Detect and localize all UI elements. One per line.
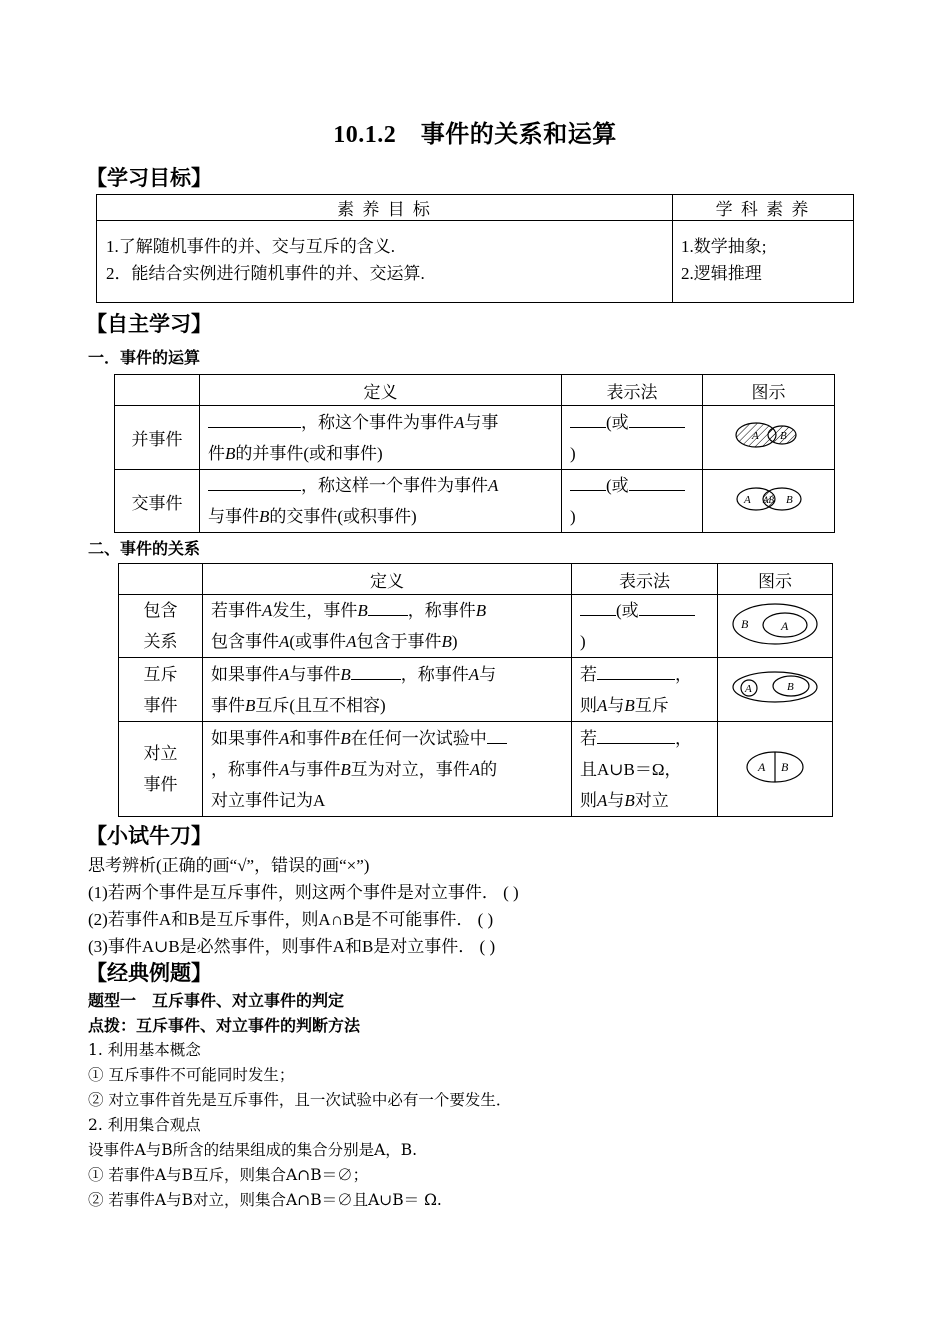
table-row	[115, 406, 835, 470]
set-a-label: A	[743, 493, 751, 506]
objectives-heading: 【学习目标】	[86, 166, 212, 190]
objectives-goals-cell	[97, 221, 673, 303]
blank	[208, 473, 301, 491]
inclusion-definition: 若事件A发生，事件B ，称事件B 包含事件A(或事件A包含于事件B)	[203, 595, 572, 658]
method-line: 2. 利用集合观点	[88, 1116, 201, 1134]
table-row	[119, 658, 833, 722]
trial-item: (2)若事件A和B是互斥事件，则A∩B是不可能事件． ( )	[88, 910, 494, 929]
union-name: 并事件	[115, 406, 200, 470]
set-ab-label: AB	[762, 494, 774, 505]
table-row	[119, 595, 833, 658]
example-type-1: 题型一 互斥事件、对立事件的判定	[88, 991, 345, 1010]
blank	[351, 662, 401, 680]
set-a-label: A	[781, 618, 789, 633]
trial-item: (1)若两个事件是互斥事件，则这两个事件是对立事件． ( )	[88, 883, 519, 902]
ops-col-notation: 表示法	[562, 375, 703, 406]
mutex-definition: 如果事件A与事件B ，称事件A与 事件B互斥(且互不相容)	[203, 658, 572, 722]
literacy-item: 1.数学抽象;	[681, 237, 767, 256]
complement-name: 对立 事件	[119, 722, 203, 817]
rel-col-def: 定义	[203, 564, 572, 595]
ops-col-name	[115, 375, 200, 406]
trial-intro: 思考辨析(正确的画“√”，错误的画“×”)	[88, 856, 370, 875]
blank	[570, 473, 606, 491]
intersection-figure	[703, 470, 835, 533]
objectives-table	[96, 194, 854, 303]
table-row	[119, 722, 833, 817]
objectives-literacy-cell	[673, 221, 854, 303]
union-venn-diagram	[734, 418, 804, 452]
intersection-venn-diagram	[734, 484, 804, 514]
blank	[208, 410, 301, 428]
goal-item: 1.了解随机事件的并、交与互斥的含义.	[106, 237, 395, 256]
blank	[570, 410, 606, 428]
set-b-label: B	[785, 493, 793, 506]
method-line: 设事件A与B所含的结果组成的集合分别是A，B.	[88, 1141, 418, 1159]
blank	[597, 662, 675, 680]
method-line: ② 若事件A与B对立，则集合A∩B＝∅且A∪B＝ Ω.	[88, 1191, 442, 1209]
method-line: ① 互斥事件不可能同时发生；	[88, 1066, 295, 1084]
blank	[487, 726, 507, 744]
set-a-label: A	[751, 430, 759, 442]
set-b-label: B	[779, 430, 787, 442]
mutex-notation: 若 ， 则A与B互斥	[572, 658, 718, 722]
blank	[629, 410, 685, 428]
union-definition: ，称这个事件为事件A与事 件B的并事件(或和事件)	[200, 406, 562, 470]
table-row	[115, 470, 835, 533]
rel-heading: 二、事件的关系	[88, 539, 201, 558]
intersection-name: 交事件	[115, 470, 200, 533]
blank	[597, 726, 675, 744]
relations-table	[118, 563, 833, 817]
page-title: 10.1.2 事件的关系和运算	[333, 122, 617, 148]
literacy-item: 2.逻辑推理	[681, 264, 762, 283]
self-study-heading: 【自主学习】	[86, 312, 212, 336]
set-b-label: B	[787, 681, 794, 693]
set-a-label: A	[758, 759, 766, 774]
inclusion-notation: (或 )	[572, 595, 718, 658]
inclusion-figure	[718, 595, 833, 658]
trial-heading: 【小试牛刀】	[86, 824, 212, 848]
ops-heading: 一．事件的运算	[88, 348, 201, 367]
ops-table	[114, 374, 835, 533]
intersection-definition: ，称这样一个事件为事件A 与事件B的交事件(或积事件)	[200, 470, 562, 533]
method-line: ② 对立事件首先是互斥事件，且一次试验中必有一个要发生．	[88, 1091, 512, 1109]
method-line: ① 若事件A与B互斥，则集合A∩B＝∅；	[88, 1166, 369, 1184]
union-figure	[703, 406, 835, 470]
blank	[368, 598, 408, 616]
inclusion-venn-diagram	[729, 600, 821, 648]
mutex-name: 互斥 事件	[119, 658, 203, 722]
complement-figure	[718, 722, 833, 817]
examples-heading: 【经典例题】	[86, 961, 212, 985]
blank	[629, 473, 685, 491]
objectives-col-goal: 素 养 目 标	[97, 195, 673, 221]
mutex-figure	[718, 658, 833, 722]
ops-col-def: 定义	[200, 375, 562, 406]
complement-definition: 如果事件A和事件B在任何一次试验中 ，称事件A与事件B互为对立，事件A的 对立事件记为A	[203, 722, 572, 817]
method-tip: 点拨：互斥事件、对立事件的判断方法	[88, 1016, 361, 1035]
complement-notation: 若 ， 且A∪B＝Ω， 则A与B对立	[572, 722, 718, 817]
blank	[639, 598, 695, 616]
objectives-col-literacy: 学 科 素 养	[673, 195, 854, 221]
rel-col-name	[119, 564, 203, 595]
method-line: 1. 利用基本概念	[88, 1041, 201, 1059]
goal-item: 2．能结合实例进行随机事件的并、交运算.	[106, 264, 425, 283]
trial-item: (3)事件A∪B是必然事件，则事件A和B是对立事件． ( )	[88, 937, 496, 956]
set-b-label: B	[741, 616, 749, 631]
ops-col-figure: 图示	[703, 375, 835, 406]
rel-col-figure: 图示	[718, 564, 833, 595]
set-b-label: B	[781, 759, 789, 774]
union-notation: (或 )	[562, 406, 703, 470]
inclusion-name: 包含 关系	[119, 595, 203, 658]
mutex-venn-diagram	[729, 669, 821, 705]
blank	[580, 598, 616, 616]
rel-col-notation: 表示法	[572, 564, 718, 595]
set-a-label: A	[745, 683, 752, 695]
intersection-notation: (或 )	[562, 470, 703, 533]
complement-venn-diagram	[744, 748, 806, 786]
